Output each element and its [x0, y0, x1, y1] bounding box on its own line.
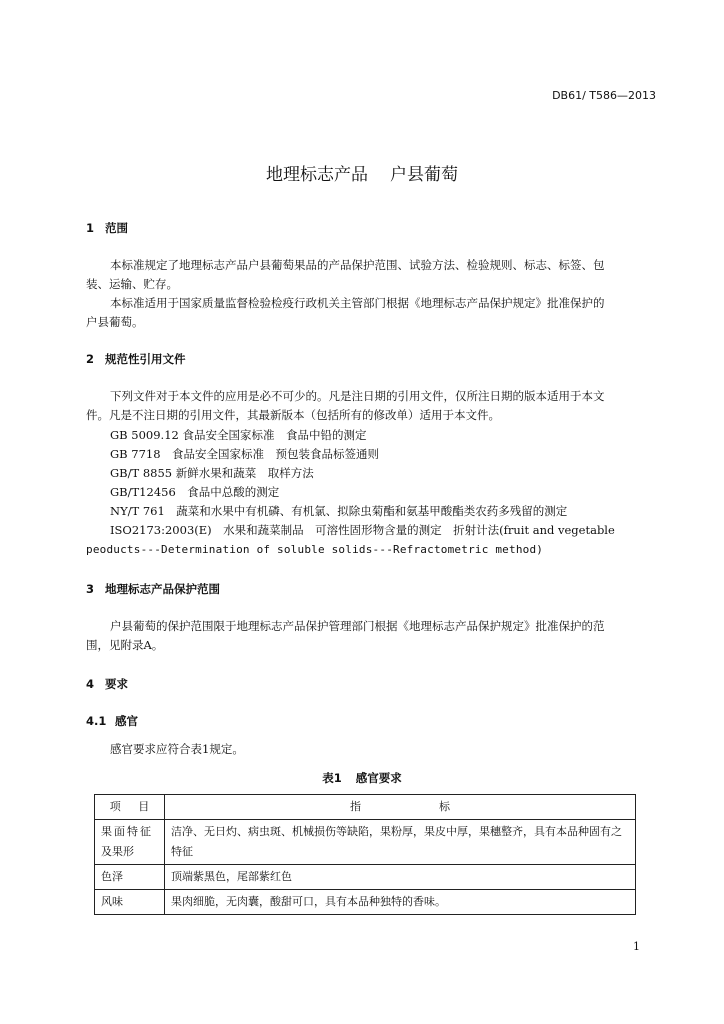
value-cell: 果肉细脆，无肉囊，酸甜可口，具有本品种独特的香味。 [165, 890, 636, 915]
page-number: 1 [633, 940, 640, 953]
table-caption [0, 770, 724, 786]
section-2-heading [86, 351, 186, 367]
item-cell: 色泽 [95, 865, 165, 890]
reference-item: GB/T 8855 新鲜水果和蔬菜 取样方法 [110, 466, 314, 480]
reference-continuation: peoducts---Determination of soluble solids---Refractometric method) [86, 543, 544, 556]
table-header-row [95, 795, 636, 820]
header-item-cell [95, 795, 165, 820]
title-main: 地理标志产品 [266, 165, 368, 185]
item-cell: 风味 [95, 890, 165, 915]
section-1-paragraph-2-line-1: 本标准适用于国家质量监督检验检疫行政机关主管部门根据《地理标志产品保护规定》批准保护的 [110, 296, 605, 310]
value-cell: 顶端紫黑色，尾部紫红色 [165, 865, 636, 890]
section-2-intro-line-2: 件。凡是不注日期的引用文件，其最新版本（包括所有的修改单）适用于本文件。 [86, 408, 500, 422]
section-2-intro-line-1: 下列文件对于本文件的应用是必不可少的。凡是注日期的引用文件，仅所注日期的版本适用于本文 [110, 389, 605, 403]
item-line: 及果形 [101, 845, 134, 858]
reference-item: ISO2173:2003(E) 水果和蔬菜制品 可溶性固形物含量的测定 折射计法(fruit and vegetable [110, 523, 615, 537]
value-line: 洁净、无日灼、病虫斑、机械损伤等缺陷，果粉厚，果皮中厚，果穗整齐，具有本品种固有之 [171, 825, 622, 838]
header-item-char: 项 [109, 800, 121, 813]
header-indicator-char: 指 [350, 800, 361, 813]
section-number: 3 [86, 582, 95, 596]
reference-item: GB 7718 食品安全国家标准 预包装食品标签通则 [110, 447, 380, 461]
table-row [95, 865, 636, 890]
section-title: 规范性引用文件 [105, 352, 186, 366]
title-sub: 户县葡萄 [390, 165, 458, 185]
section-number: 1 [86, 221, 95, 235]
reference-item: GB 5009.12 食品安全国家标准 食品中铅的测定 [110, 428, 367, 442]
section-1-paragraph-2-line-2: 户县葡萄。 [86, 315, 144, 329]
section-title: 地理标志产品保护范围 [105, 582, 220, 596]
section-number: 4 [86, 677, 95, 691]
section-title: 要求 [105, 677, 128, 691]
section-4-1-paragraph: 感官要求应符合表1规定。 [110, 742, 244, 756]
value-cell [165, 820, 636, 865]
table-row [95, 820, 636, 865]
section-number: 2 [86, 352, 95, 366]
section-4-1-heading [86, 713, 138, 729]
section-4-heading [86, 676, 128, 692]
section-1-paragraph-1-line-2: 装、运输、贮存。 [86, 277, 178, 291]
item-cell [95, 820, 165, 865]
section-title: 感官 [115, 714, 138, 728]
sensory-requirements-table [94, 794, 636, 915]
document-title [0, 160, 724, 185]
standard-code: DB61/ T586—2013 [552, 89, 656, 102]
section-3-paragraph-line-1: 户县葡萄的保护范围限于地理标志产品保护管理部门根据《地理标志产品保护规定》批准保护的范 [110, 619, 605, 633]
table-title: 感官要求 [355, 771, 402, 785]
header-indicator-cell [165, 795, 636, 820]
section-3-heading [86, 581, 220, 597]
table-number: 表1 [322, 771, 342, 785]
header-item-char: 目 [138, 800, 150, 813]
section-1-heading [86, 220, 128, 236]
section-1-paragraph-1-line-1: 本标准规定了地理标志产品户县葡萄果品的产品保护范围、试验方法、检验规则、标志、标签、包 [110, 258, 605, 272]
header-indicator-char: 标 [439, 800, 450, 813]
section-number: 4.1 [86, 714, 107, 728]
section-3-paragraph-line-2: 围，见附录A。 [86, 638, 164, 652]
value-line: 特征 [171, 845, 193, 858]
reference-item: GB/T12456 食品中总酸的测定 [110, 485, 280, 499]
item-line: 果面特征 [101, 825, 153, 838]
reference-item: NY/T 761 蔬菜和水果中有机磷、有机氯、拟除虫菊酯和氨基甲酸酯类农药多残留的测定 [110, 504, 568, 518]
section-title: 范围 [105, 221, 128, 235]
table-row [95, 890, 636, 915]
